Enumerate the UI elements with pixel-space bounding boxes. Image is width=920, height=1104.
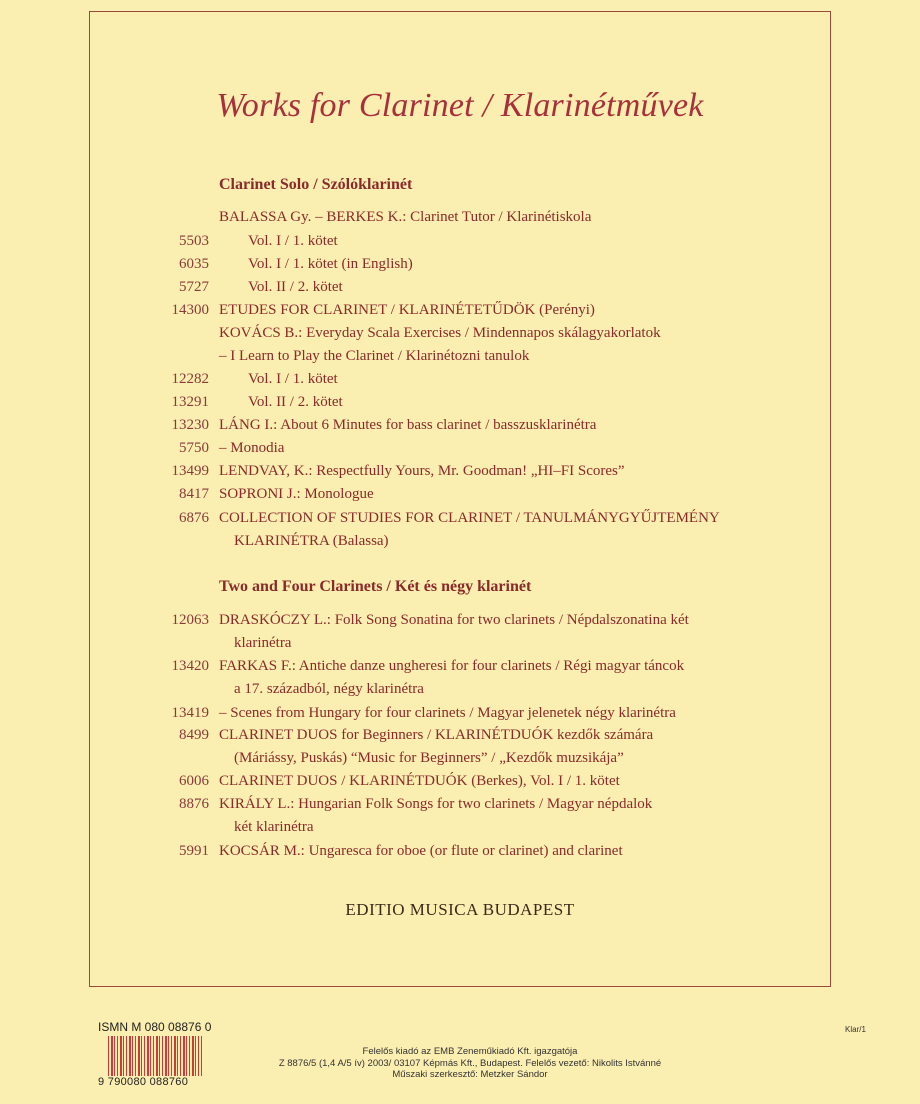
catalog-number: 13499 [171,463,209,479]
catalog-number: 5750 [179,440,209,456]
list-item [0,276,920,298]
list-item [0,702,920,724]
list-item [0,840,920,862]
ismn-label: ISMN M 080 08876 0 [98,1020,212,1034]
imprint [230,1046,710,1081]
work-title: – Scenes from Hungary for four clarinets / Magyar jelenetek négy klarinétra [219,705,676,721]
work-title: két klarinétra [234,819,314,835]
work-title: KOVÁCS B.: Everyday Scala Exercises / Mindennapos skálagyakorlatok [219,325,661,341]
work-title: Vol. II / 2. kötet [248,394,343,410]
catalog-number: 13420 [171,658,209,674]
list-item [0,299,920,321]
catalog-number: 13230 [171,417,209,433]
list-item [0,322,920,344]
work-title: CLARINET DUOS / KLARINÉTDUÓK (Berkes), Vol. I / 1. kötet [219,773,620,789]
page-title: Works for Clarinet / Klarinétművek [216,87,704,124]
list-item [0,460,920,482]
list-item [0,724,920,746]
work-title: Vol. I / 1. kötet (in English) [248,256,413,272]
list-item [0,530,920,552]
work-title: klarinétra [234,635,292,651]
work-title: LENDVAY, K.: Respectfully Yours, Mr. Goodman! „HI–FI Scores” [219,463,625,479]
list-item [0,368,920,390]
list-item [0,770,920,792]
catalog-number: 5991 [179,843,209,859]
work-title: COLLECTION OF STUDIES FOR CLARINET / TANULMÁNYGYŰJTEMÉNY [219,510,720,526]
work-title: Vol. I / 1. kötet [248,233,338,249]
catalog-number: 14300 [171,302,209,318]
list-item [0,483,920,505]
barcode [98,1036,204,1088]
catalog-number: 8499 [179,727,209,743]
work-title: CLARINET DUOS for Beginners / KLARINÉTDUÓK kezdők számára [219,727,654,743]
list-item [0,345,920,367]
work-title: BALASSA Gy. – BERKES K.: Clarinet Tutor / Klarinétiskola [219,209,592,225]
imprint-line: Felelős kiadó az EMB Zeneműkiadó Kft. igazgatója [362,1046,578,1057]
work-title: a 17. századból, négy klarinétra [234,681,424,697]
work-title: – I Learn to Play the Clarinet / Klarinétozni tanulok [219,348,530,364]
section-heading-duos: Two and Four Clarinets / Két és négy klarinét [219,578,532,595]
list-item [0,793,920,815]
barcode-digits: 9 790080 088760 [98,1076,189,1088]
barcode-bars [108,1036,202,1076]
catalog-number: 8417 [179,486,209,502]
list-item [0,609,920,631]
imprint-line: Műszaki szerkesztő: Metzker Sándor [392,1069,548,1080]
work-title: – Monodia [219,440,285,456]
list-item [0,632,920,654]
list-item [0,391,920,413]
work-title: (Máriássy, Puskás) “Music for Beginners” / „Kezdők muzsikája” [234,750,624,766]
catalog-number: 6876 [179,510,209,526]
catalog-number: 6006 [179,773,209,789]
list-item [0,816,920,838]
imprint-line: Z 8876/5 (1,4 A/5 ív) 2003/ 03107 Képmás Kft., Budapest. Felelős vezető: Nikolits Istvánné [278,1057,662,1069]
list-item [0,507,920,529]
work-title: KOCSÁR M.: Ungaresca for oboe (or flute or clarinet) and clarinet [219,843,623,859]
work-title: KLARINÉTRA (Balassa) [234,533,389,549]
work-title: KIRÁLY L.: Hungarian Folk Songs for two clarinets / Magyar népdalok [219,796,653,812]
section-heading-solo: Clarinet Solo / Szólóklarinét [219,176,413,193]
work-title: DRASKÓCZY L.: Folk Song Sonatina for two clarinets / Népdalszonatina két [219,612,689,628]
catalog-number: 6035 [179,256,209,272]
work-title: LÁNG I.: About 6 Minutes for bass clarinet / basszusklarinétra [219,417,597,433]
list-item [0,655,920,677]
catalog-number: 5727 [179,279,209,295]
catalog-number: 8876 [179,796,209,812]
work-title: FARKAS F.: Antiche danze ungheresi for four clarinets / Régi magyar táncok [219,658,685,674]
catalog-number: 5503 [179,233,209,249]
catalog-number: 13291 [171,394,209,410]
list-item [0,437,920,459]
list-item [0,414,920,436]
catalog-number: 13419 [171,705,209,721]
catalog-number: 12063 [171,612,209,628]
list-item [0,678,920,700]
list-item [0,253,920,275]
list-item [0,747,920,769]
work-title: ETUDES FOR CLARINET / KLARINÉTETŰDÖK (Perényi) [219,302,595,318]
work-title: SOPRONI J.: Monologue [219,486,374,502]
work-title: Vol. II / 2. kötet [248,279,343,295]
catalog-number: 12282 [171,371,209,387]
work-title: Vol. I / 1. kötet [248,371,338,387]
list-item [0,230,920,252]
list-item [0,206,920,228]
publisher-name: EDITIO MUSICA BUDAPEST [345,900,575,919]
catalog-code: Klar/1 [845,1025,866,1034]
